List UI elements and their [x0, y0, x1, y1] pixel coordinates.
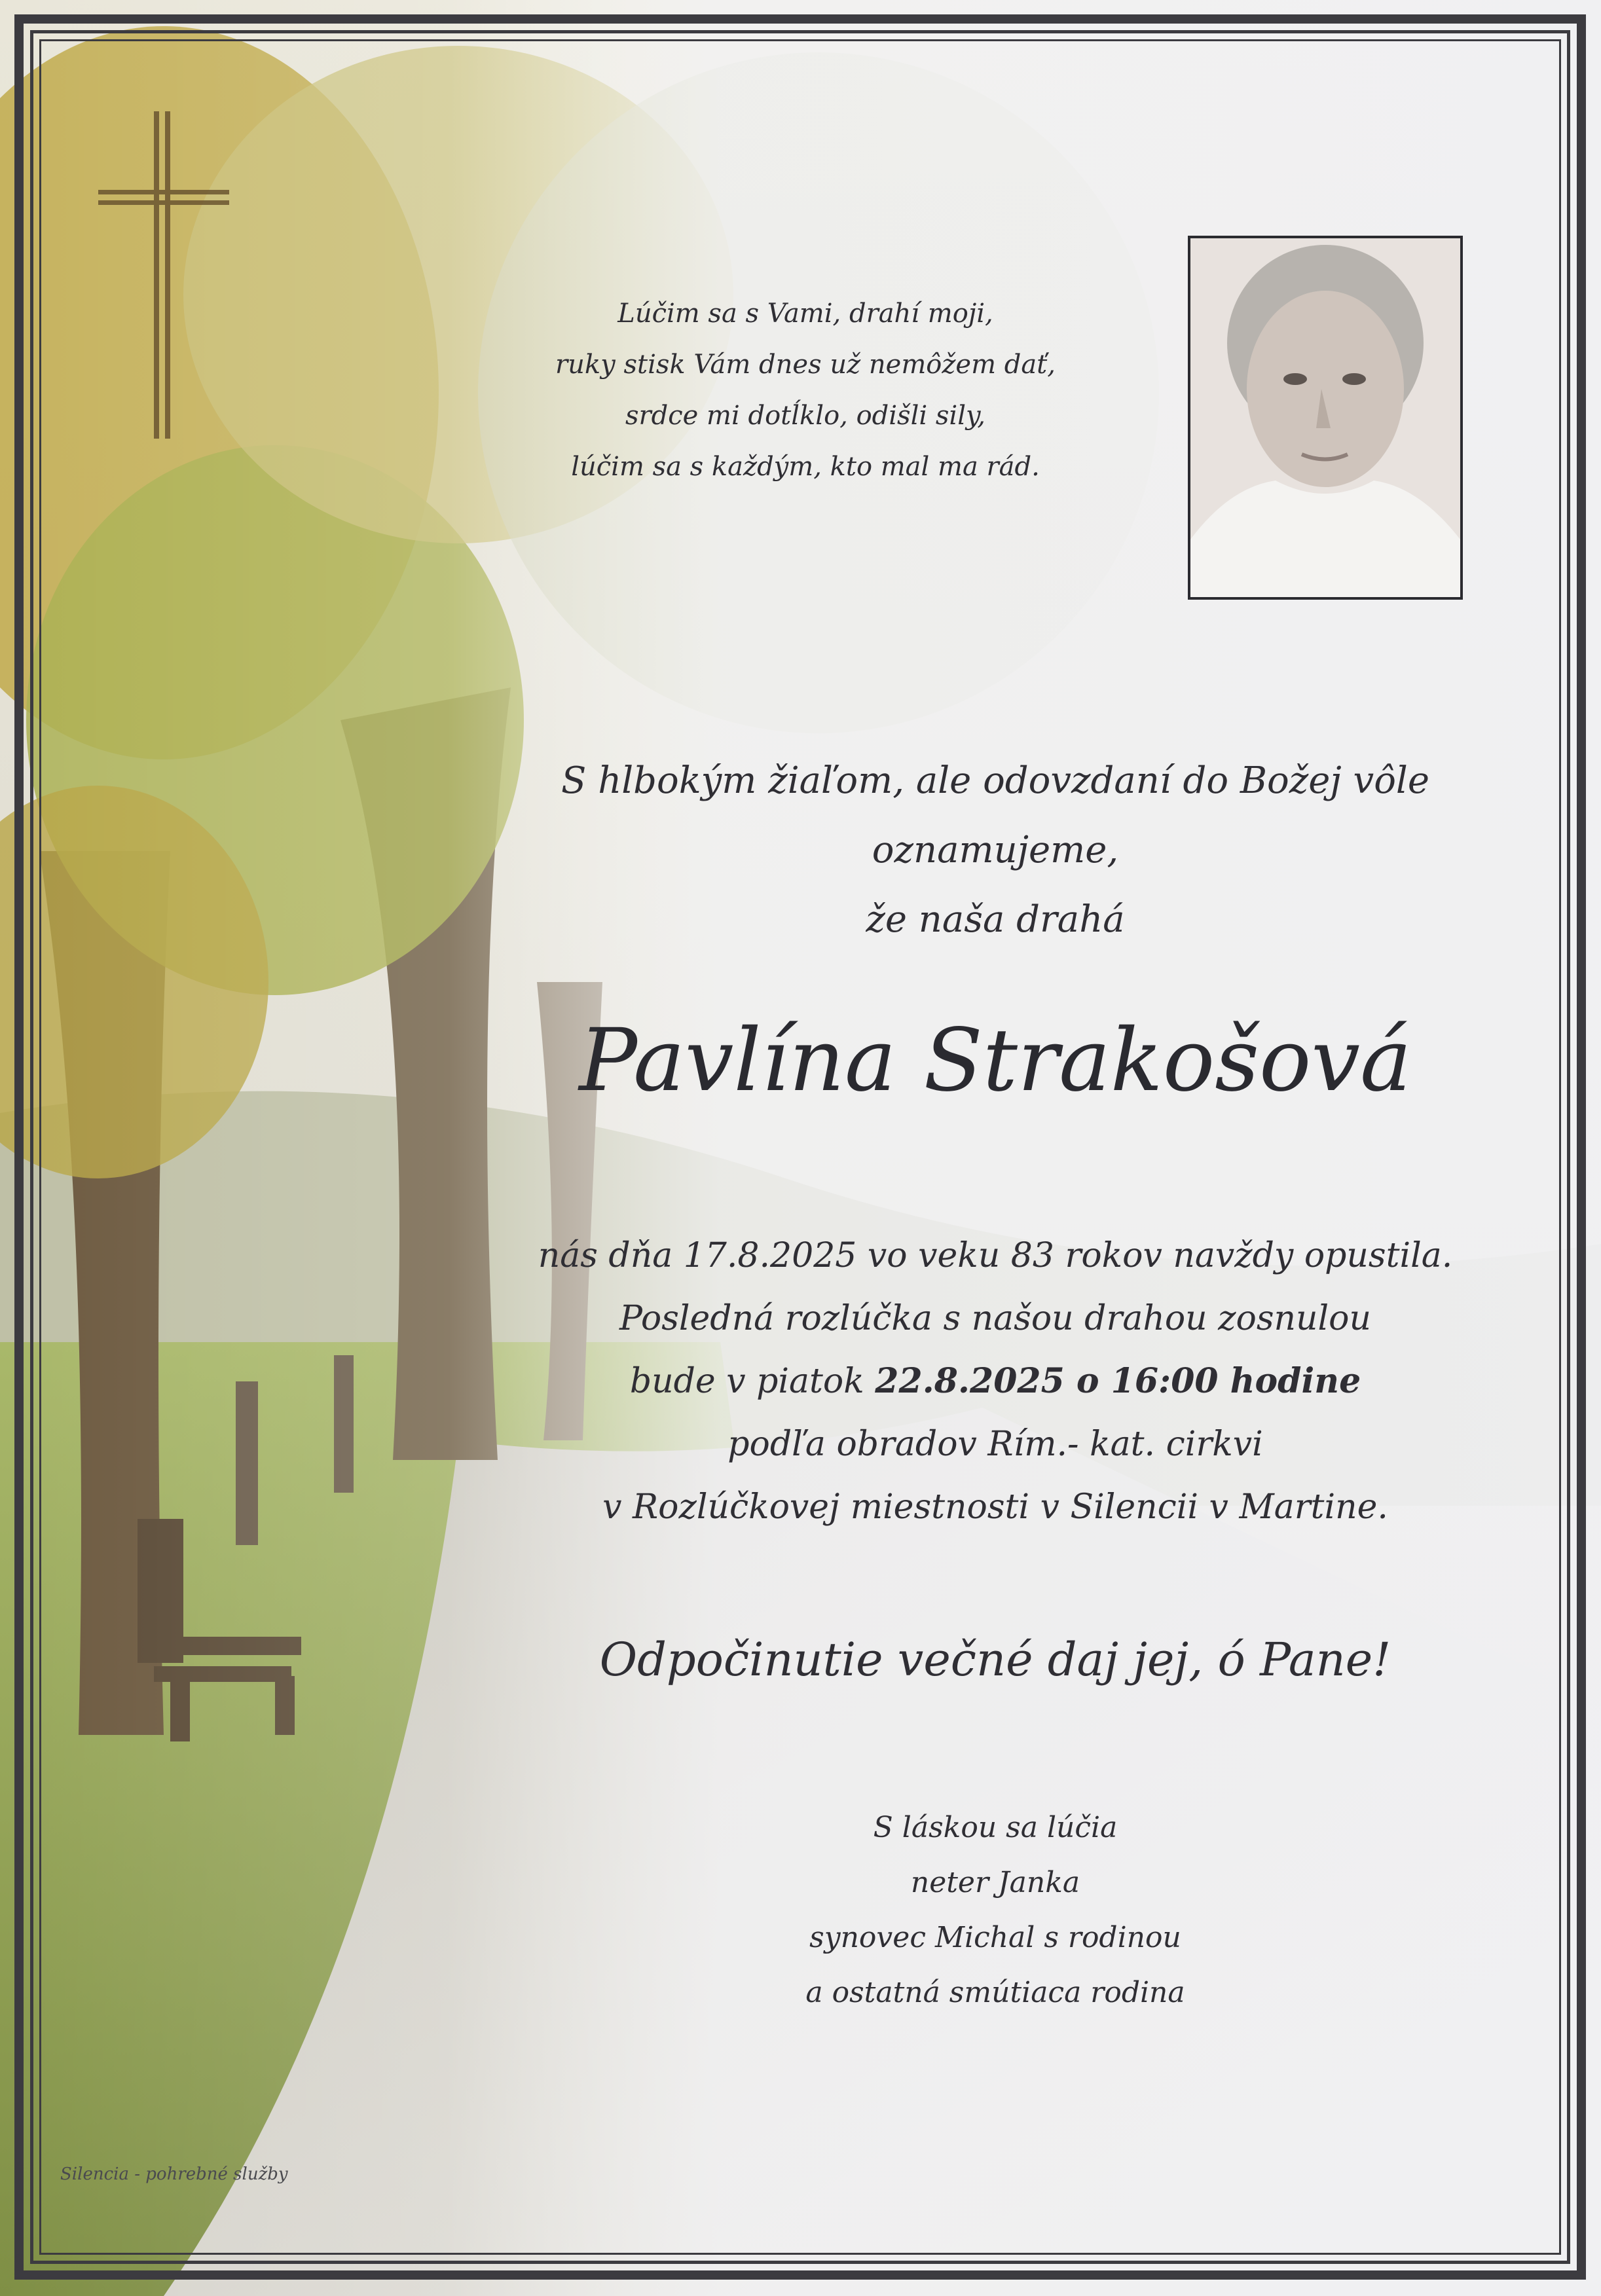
- details-line-prefix: bude v piatok: [629, 1362, 875, 1401]
- announcement-intro: [485, 746, 1506, 955]
- details-line: Posledná rozlúčka s našou drahou zosnulou: [619, 1299, 1371, 1338]
- signoff-line: synovec Michal s rodinou: [809, 1921, 1181, 1954]
- signoff-line: a ostatná smútiaca rodina: [805, 1976, 1185, 2009]
- poem-line: lúčim sa s každým, kto mal ma rád.: [571, 452, 1040, 482]
- details-line: nás dňa 17.8.2025 vo veku 83 rokov navždy opustila.: [538, 1236, 1453, 1275]
- mourners-signoff: [655, 1800, 1336, 2020]
- signoff-line: S láskou sa lúčia: [873, 1811, 1118, 1844]
- poem-line: Lúčim sa s Vami, drahí moji,: [617, 299, 993, 329]
- funeral-date-time: 22.8.2025 o 16:00 hodine: [875, 1361, 1361, 1401]
- funeral-service-credit: Silencia - pohrebné služby: [60, 2164, 288, 2184]
- deceased-name: Pavlína Strakošová: [579, 1010, 1412, 1111]
- signoff-line: neter Janka: [910, 1866, 1080, 1899]
- poem-line: srdce mi dotĺklo, odišli sily,: [625, 401, 985, 431]
- farewell-poem: [537, 288, 1074, 492]
- portrait-photo: [1188, 236, 1463, 600]
- intro-line: S hlbokým žiaľom, ale odovzdaní do Božej vôle oznamujeme,: [561, 759, 1429, 871]
- details-line: v Rozlúčkovej miestnosti v Silencii v Martine.: [602, 1487, 1388, 1527]
- poem-line: ruky stisk Vám dnes už nemôžem dať,: [555, 350, 1056, 380]
- intro-line: že naša drahá: [866, 898, 1125, 941]
- details-line: [485, 1350, 1506, 1413]
- details-line: podľa obradov Rím.- kat. cirkvi: [727, 1425, 1263, 1464]
- prayer: Odpočinutie večné daj jej, ó Pane!: [599, 1633, 1391, 1686]
- funeral-details: [485, 1224, 1506, 1539]
